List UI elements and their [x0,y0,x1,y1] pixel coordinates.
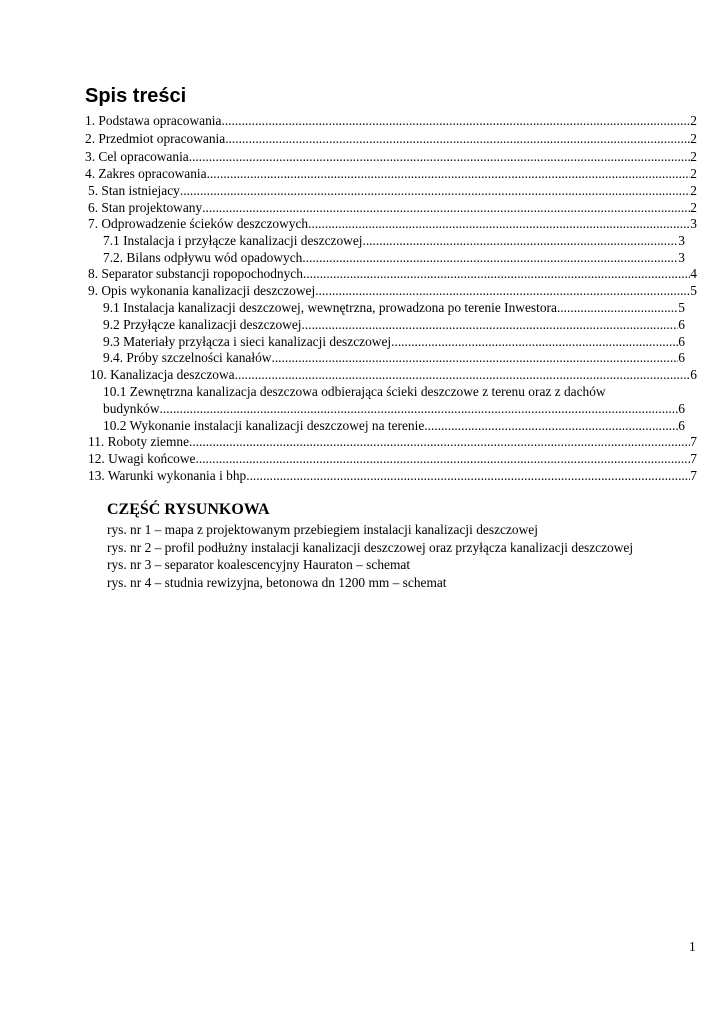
toc-entry-text: budynków [103,401,160,416]
toc-entry-text: 4. Zakres opracowania [85,166,207,181]
drawing-item: rys. nr 2 – profil podłużny instalacji kanalizacji deszczowej oraz przyłącza kanalizacji deszczowej [107,539,634,555]
toc-entry-page: 3 [678,250,685,265]
toc-entry [103,232,685,249]
toc-leader-dots [391,333,678,350]
toc-entry [103,400,685,417]
toc-leader-dots [302,316,679,333]
toc-entry [88,282,697,299]
toc-entry-text: 1. Podstawa opracowania [85,113,222,128]
toc-entry-text: 12. Uwagi końcowe [88,451,196,466]
toc-leader-dots [271,349,678,366]
toc-entry-text: 7. Odprowadzenie ścieków deszczowych [88,216,309,231]
toc-leader-dots [315,282,690,299]
toc-leader-dots [306,249,679,266]
toc-entry [88,265,697,282]
toc-entry [88,450,697,467]
toc-entry-page: 4 [690,266,697,281]
toc-entry-page: 5 [678,300,685,315]
toc-entry-page: 7 [690,451,697,466]
toc-leader-dots [557,299,678,316]
toc-entry-text: 5. Stan istniejacy [88,183,180,198]
page-number: 1 [689,939,696,954]
toc-entry [85,165,697,182]
toc-entry-text: 10. Kanalizacja deszczowa [90,367,235,382]
toc-entry-page: 6 [678,418,685,433]
toc-entry [85,148,697,165]
toc-entry [88,433,697,450]
toc-entry-page: 2 [690,149,697,164]
drawing-item: rys. nr 1 – mapa z projektowanym przebiegiem instalacji kanalizacji deszczowej [107,522,538,537]
toc-leader-dots [225,130,690,147]
toc-entry-text: 3. Cel opracowania [85,149,189,164]
toc-entry-page: 2 [690,166,697,181]
toc-leader-dots [160,400,679,417]
toc-leader-dots [189,433,690,450]
toc-entry-text: 9.3 Materiały przyłącza i sieci kanalizacji deszczowej [103,334,392,349]
toc-entry-page: 5 [690,283,697,298]
toc-entry-text: 2. Przedmiot opracowania [85,131,226,146]
toc-entry-page: 6 [678,334,685,349]
toc-leader-dots [202,199,690,216]
toc-entry-page: 7 [690,434,697,449]
toc-leader-dots [189,148,691,165]
toc-entry-page: 2 [690,131,697,146]
toc-entry-text: 10.2 Wykonanie instalacji kanalizacji deszczowej na terenie [103,418,425,433]
toc-entry [88,182,697,199]
toc-entry-text-line1: 10.1 Zewnętrzna kanalizacja deszczowa odbierająca ścieki deszczowe z terenu oraz z dachów [103,384,606,399]
drawing-item: rys. nr 4 – studnia rewizyjna, betonowa dn 1200 mm – schemat [107,574,447,590]
toc-entry [103,316,685,333]
toc-entry-text: 6. Stan projektowany [88,200,203,215]
toc-entry [103,417,685,434]
drawing-item: rys. nr 3 – separator koalescencyjny Hauraton – schemat [107,557,411,572]
toc-entry [88,199,697,216]
toc-entry-text: 13. Warunki wykonania i bhp [88,468,247,483]
toc-entry-text: 8. Separator substancji ropopochodnych [88,266,303,281]
toc-leader-dots [424,417,678,434]
toc-entry [103,333,685,350]
toc-entry-page: 2 [690,183,697,198]
toc-entry-text: 11. Roboty ziemne [88,434,190,449]
toc-entry [103,349,685,366]
toc-leader-dots [180,182,690,199]
toc-entry-text: 7.2. Bilans odpływu wód opadowych. [103,250,306,265]
drawings-title: CZĘŚĆ RYSUNKOWA [107,501,270,518]
toc-leader-dots [362,232,678,249]
toc-title: Spis treści [85,85,187,107]
toc-entry [103,299,685,316]
toc-leader-dots [303,265,690,282]
toc-entry-page: 6 [678,350,685,365]
toc-leader-dots [308,215,690,232]
toc-entry-page: 6 [690,367,697,382]
toc-leader-dots [195,450,690,467]
toc-entry-page: 7 [690,468,697,483]
toc-leader-dots [246,467,690,484]
toc-entry [85,112,697,129]
toc-entry [90,366,697,383]
toc-entry-text: 9.1 Instalacja kanalizacji deszczowej, wewnętrzna, prowadzona po terenie Inwestora [103,300,557,315]
toc-entry [85,130,697,147]
toc-entry [103,249,685,266]
toc-entry-page: 3 [678,233,685,248]
toc-entry-page: 6 [678,317,685,332]
toc-entry-text: 9.4. Próby szczelności kanałów [103,350,272,365]
drawings-section [107,500,707,591]
toc-entry [88,467,697,484]
toc-entry-text: 7.1 Instalacja i przyłącze kanalizacji deszczowej [103,233,363,248]
toc-leader-dots [235,366,691,383]
toc-entry-text: 9.2 Przyłącze kanalizacji deszczowej [103,317,302,332]
toc-leader-dots [207,165,691,182]
toc-leader-dots [221,112,690,129]
toc-entry-page: 2 [690,113,697,128]
toc-entry-text: 9. Opis wykonania kanalizacji deszczowej [88,283,316,298]
toc-entry-page: 6 [678,401,685,416]
toc-entry-page: 3 [690,216,697,231]
toc-entry [88,215,697,232]
toc-entry-page: 2 [690,200,697,215]
